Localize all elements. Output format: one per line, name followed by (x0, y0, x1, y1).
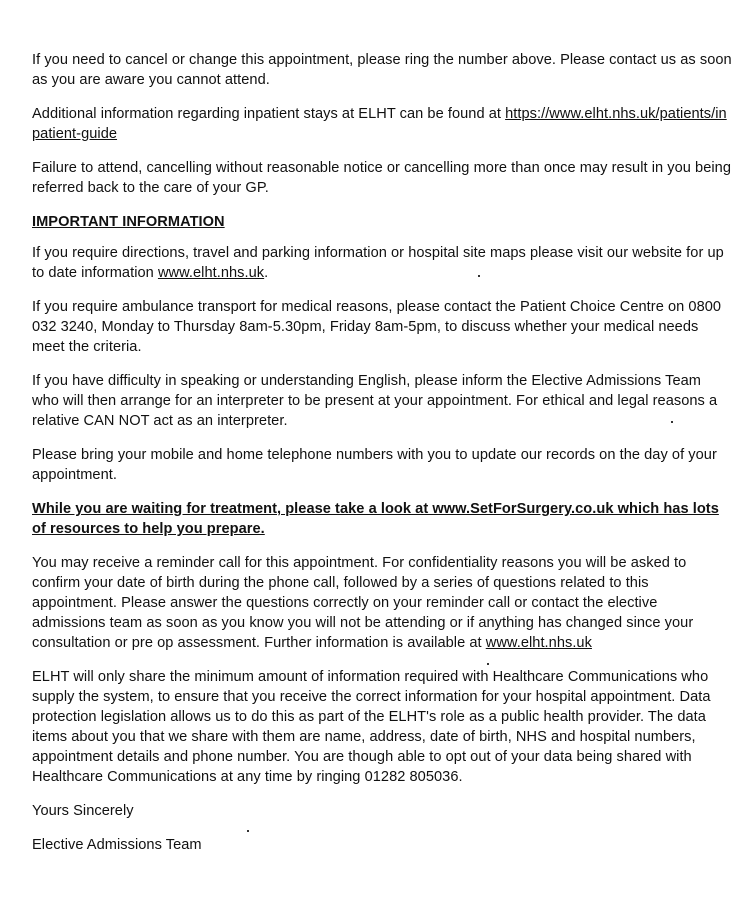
reminder-paragraph (32, 553, 732, 653)
directions-text: If you require directions, travel and parking information or hospital site maps please visit our website for up to date information (32, 245, 724, 281)
closing-line: Yours Sincerely (32, 803, 134, 819)
cancel-paragraph: If you need to cancel or change this appointment, please ring the number above. Please contact us as soon as you are aware you cannot attend. (32, 52, 732, 88)
scan-speck (671, 421, 673, 423)
scan-speck (487, 663, 489, 665)
reminder-elht-link[interactable]: www.elht.nhs.uk (485, 635, 592, 651)
elht-website-link[interactable]: www.elht.nhs.uk (157, 265, 265, 281)
important-heading: IMPORTANT INFORMATION (32, 214, 225, 230)
inpatient-guide-link[interactable]: https://www.elht.nhs.uk/patients/inpatient-guide (32, 106, 727, 142)
failure-paragraph: Failure to attend, cancelling without reasonable notice or cancelling more than once may result in you being referred back to the care of your GP. (32, 160, 732, 196)
signature-line: Elective Admissions Team (32, 837, 202, 853)
ambulance-paragraph: If you require ambulance transport for medical reasons, please contact the Patient Choice Centre on 0800 032 3240, Monday to Thursday 8am-5.30pm, Friday 8am-5pm, to discuss whether your medical needs meet the criteria. (32, 299, 722, 355)
additional-info-paragraph (32, 104, 732, 144)
directions-suffix: . (264, 265, 269, 281)
scan-speck (247, 830, 249, 832)
scan-speck (478, 275, 480, 277)
setforsurgery-paragraph: While you are waiting for treatment, please take a look at www.SetForSurgery.co.uk which has lots of resources to help you prepare. (32, 501, 719, 537)
letter-body (32, 50, 732, 855)
reminder-text: You may receive a reminder call for this appointment. For confidentiality reasons you will be asked to confirm your date of birth during the phone call, followed by a series of questions related to this appointment. Please answer the questions correctly on your reminder call or contact the elective admissions team as soon as you know you will not be attending or if anything has changed since your consultation or pre op assessment. Further information is available at (32, 555, 694, 651)
directions-paragraph (32, 243, 732, 283)
interpreter-paragraph: If you have difficulty in speaking or understanding English, please inform the Elective Admissions Team who will then arrange for an interpreter to be present at your appointment. For ethical and legal reasons a relative CAN NOT act as an interpreter. (32, 373, 718, 429)
data-sharing-paragraph: ELHT will only share the minimum amount of information required with Healthcare Communications who supply the system, to ensure that you receive the correct information for your hospital appointment. Data protection legislation allows us to do this as part of the ELHT's role as a public health provider. The data items about you that we share with them are name, address, date of birth, NHS and hospital numbers, appointment details and phone number. You are though able to opt out of your data being shared with Healthcare Communications at any time by ringing 01282 805036. (32, 669, 711, 785)
additional-info-text: Additional information regarding inpatient stays at ELHT can be found at (32, 106, 506, 122)
mobile-paragraph: Please bring your mobile and home telephone numbers with you to update our records on the day of your appointment. (32, 447, 717, 483)
